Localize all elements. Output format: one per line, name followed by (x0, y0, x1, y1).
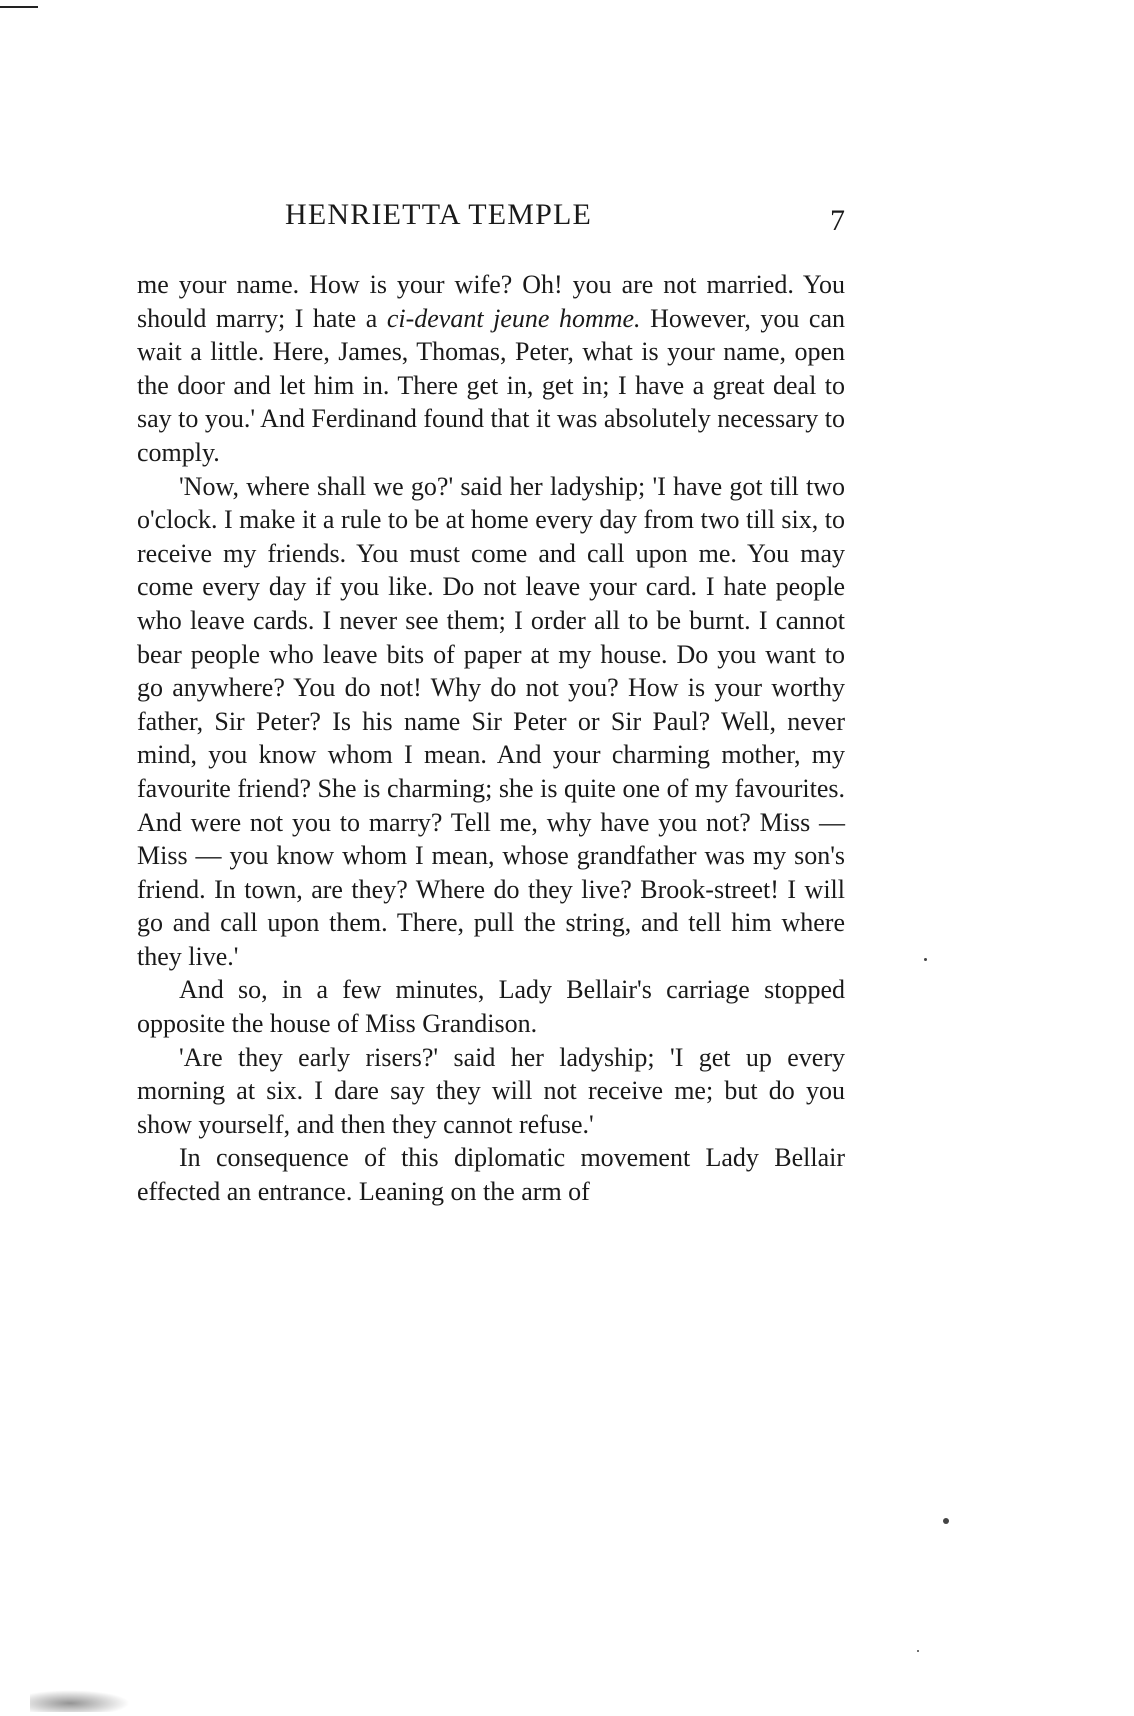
running-title: HENRIETTA TEMPLE (285, 198, 593, 231)
paragraph-1 (137, 268, 845, 470)
paragraph-3 (137, 973, 845, 1040)
page-number: 7 (830, 204, 845, 237)
paper-speck (917, 1650, 919, 1652)
paragraph-1-text-a: me your name. How is your wife? Oh! you are not married. You should marry; I hate a (137, 270, 845, 333)
paragraph-5 (137, 1141, 845, 1208)
page-header (137, 198, 845, 246)
paragraph-2 (137, 470, 845, 974)
body-text (137, 268, 845, 1209)
paragraph-5-text: In consequence of this diplomatic movement Lady Bellair effected an entrance. Leaning on the arm of (137, 1143, 845, 1207)
paper-speck (943, 1518, 949, 1524)
paragraph-4-text: 'Are they early risers?' said her ladyship; 'I get up every morning at six. I dare say they will not receive me; but do you show yourself, and then they cannot refuse.' (137, 1042, 845, 1139)
paragraph-1-text-b: However, you can wait a little. Here, James, Thomas, Peter, what is your name, open the door and let him in. There get in, get in; I have a great deal to say to you.' And Ferdinand found that it was absolutely necessary to comply. (137, 303, 846, 467)
paragraph-4 (137, 1041, 845, 1142)
paragraph-1-emphasis: ci-devant jeune homme. (386, 303, 641, 333)
scan-corner-mark (0, 6, 38, 8)
paragraph-3-text: And so, in a few minutes, Lady Bellair's carriage stopped opposite the house of Miss Grandison. (137, 975, 845, 1039)
paper-speck (924, 958, 927, 961)
paragraph-2-text: 'Now, where shall we go?' said her ladyship; 'I have got till two o'clock. I make it a rule to be at home every day from two till six, to receive my friends. You must come and call upon me. You may come every day if you like. Do not leave your card. I hate people who leave cards. I never see them; I order all to be burnt. I cannot bear people who leave bits of paper at my house. Do you want to go anywhere? You do not! Why do not you? How is your worthy father, Sir Peter? Is his name Sir Peter or Sir Paul? Well, never mind, you know whom I mean. And your charming mother, my favourite friend? She is charming; she is quite one of my favourites. And were not you to marry? Tell me, why have you not? Miss — Miss — you know whom I mean, whose grandfather was my son's friend. In town, are they? Where do they live? Brook-street! I will go and call upon them. There, pull the string, and tell him where they live.' (137, 471, 845, 971)
scan-smudge (30, 1690, 130, 1712)
